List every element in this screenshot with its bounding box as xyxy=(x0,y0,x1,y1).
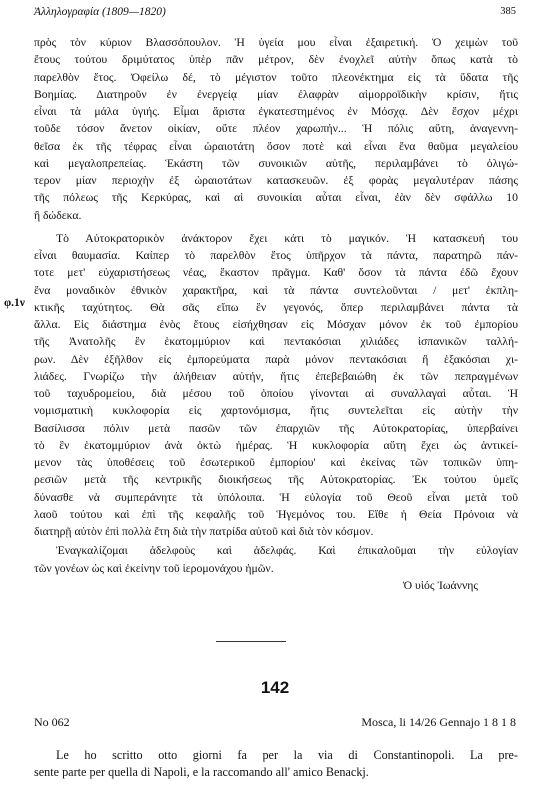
section-divider xyxy=(216,641,286,642)
running-title: Ἀλληλογραφία (1809—1820) xyxy=(34,6,166,18)
text-line: τῆς πόλεως τῆς Κερκύρας, καὶ αἱ συνοικίαι αὗται εἶναι, ἐὰν δὲν σφάλλω 10 xyxy=(34,191,518,205)
text-line: μενον τὰς ὑποθέσεις τοῦ ἐσωτερικοῦ ἐμπορίου' καὶ ἐκείνας τῶν τοπικῶν ὑπη- xyxy=(34,456,518,469)
text-line: λιάδες. Γνωρίζω τὴν ἀλήθειαν αὐτήν, ἥτις ἐπεβεβαιώθη ἐκ τῶν πεπραγμένων xyxy=(34,369,518,383)
text-line: νομισματικὴ κυκλοφορία εἰς χαρτονόμισμα, ἥτις συντελεῖται εἰς αὐτὴν τὴν xyxy=(34,404,518,418)
running-header xyxy=(34,6,516,24)
text-line: καὶ μεγαλοπρεπείας. Ἑκάστη τῶν συνοικιῶν αὐτῆς, περιλαμβάνει τὸ ὀλιγώ- xyxy=(34,156,518,170)
text-line: ρεσιῶν μετὰ τῆς κεντρικῆς διοικήσεως τῆς Αὐτοκρατορίας. Ἐκ τούτου ὑμεῖς xyxy=(34,473,518,487)
text-line: δύνασθε νὰ συμπεράνητε τὰ ὑπόλοιπα. Ἡ εὐλογία τοῦ Θεοῦ εἶναι μετὰ τοῦ xyxy=(34,490,518,504)
text-line: παρελθὸν ἔτος. Ὀφείλω δέ, τὸ μέγιστον τοῦτο πλεονέκτημα εἰς τὰ ὕδατα τῆς xyxy=(34,70,518,84)
text-line: Ἐναγκαλίζομαι ἀδελφοὺς καὶ ἀδελφάς. Καὶ ἐπικαλοῦμαι τὴν εὐλογίαν xyxy=(56,544,518,558)
text-line: τῶν γονέων ὡς καὶ ἐκείνην τοῦ ἱερομονάχου ἡμῶν. xyxy=(34,561,274,575)
text-line: Βασίλισσα πόλιν μετὰ πασῶν τῶν ἐπαρχιῶν τῆς Αὐτοκρατορίας, ὑπερβαίνει xyxy=(34,421,518,435)
paragraph-3 xyxy=(34,542,518,577)
text-line: ἄλλα. Εἰς διάστημα ἑνὸς ἔτους εἰσήχθησαν εἰς Μόσχαν μόνον ἐκ τοῦ ἐμπορίου xyxy=(34,318,518,331)
text-line: εἶναι θαυμασία. Καίπερ τὸ παρελθὸν ἔτος ὑπῆρχον τὰ πάντα, παρατηρῶ πάν- xyxy=(34,249,518,262)
text-line: ἔτους τούτου δριμύτατος ὑπὲρ πᾶν μέτρον, δὲν ἐνοχλεῖ αὐτὴν ὅπως κατὰ τὸ xyxy=(34,53,518,67)
text-line: ἕνα μοναδικὸν ἐθνικὸν χαρακτῆρα, καὶ τὰ πάντα συντελοῦνται / μετ' ἐκπλη- xyxy=(34,283,518,297)
page-number: 385 xyxy=(500,6,516,17)
letter-number: 142 xyxy=(260,678,290,697)
letter-body-greek xyxy=(34,34,518,594)
letter-heading xyxy=(34,715,516,733)
paragraph-1 xyxy=(34,34,518,224)
text-line: Βοημίας. Διατηροῦν ἐν ἐνεργείᾳ μίαν ἐλαφρὰν αἱμορροϊδικὴν κρίσιν, ἥτις xyxy=(34,87,518,101)
folio-margin-note: φ.1ν xyxy=(4,297,25,309)
text-line: ρων. Δὲν ἐξῆλθον εἰς ἐμπορεύματα παρὰ μόνον πεντακόσιαι ἢ ἑξακόσιαι χι- xyxy=(34,352,518,366)
text-line: θεῖσα ἐκ τῆς τέφρας εἶναι ὡραιοτάτη ὅσον ποτὲ καὶ εἶναι ἕνα θαῦμα μεγαλείου xyxy=(34,139,518,153)
text-line: τερον μίαν περιοχὴν ἐξ ὡραιοτάτων κατασκευῶν. ἐξ φορὰς μεγαλυτέραν πάσης xyxy=(34,174,518,187)
letter-reference: No 062 xyxy=(34,715,70,729)
text-line: ἢ δώδεκα. xyxy=(34,208,82,222)
text-line: εἶναι τὰ μάλα ὑγιής. Εἶμαι ἄριστα ἐγκατεστημένος ἐν Μόσχᾳ. Δὲν ἔσχον μέχρι xyxy=(34,105,518,118)
text-line: τοῦ ταχυδρομείου, διὰ μέσου τοῦ ὁποίου γίνονται αἱ συναλλαγαὶ αὗται. Ἡ xyxy=(34,387,518,400)
text-line: τῆς Ἀνατολῆς ἓν ἑκατομμύριον καὶ πεντακόσιαι χιλιάδες ἱσπανικῶν ταλλή- xyxy=(34,335,518,349)
text-line: Le ho scritto otto giorni fa per la via di Constantinopoli. La pre- xyxy=(56,748,518,762)
signature: Ὁ υἱός Ἰωάννης xyxy=(402,578,478,592)
text-line: Τὸ Αὐτοκρατορικὸν ἀνάκτορον ἔχει κάτι τὸ μαγικόν. Ἡ κατασκευή του xyxy=(56,231,518,245)
letter-date: Mosca, li 14/26 Gennajo 1 8 1 8 xyxy=(361,715,516,729)
text-line: τοτε μετ' εὐχαριστήσεως νέας, ἕκαστον πρᾶγμα. Καθ' ὅσον τὰ πάντα ἐδῶ ἔχουν xyxy=(34,266,518,280)
letter-body-italian xyxy=(34,746,518,781)
text-line: τὸ ἓν ἑκατομμύριον ἀνὰ ὀκτὼ ἡμέρας. Ἡ κυκλοφορία αὕτη ἔχει ὡς ἀντικεί- xyxy=(34,438,518,452)
text-line: πρὸς τὸν κύριον Βλασσόπουλον. Ἡ ὑγεία μου εἶναι ἐξαιρετική. Ὁ χειμὼν τοῦ xyxy=(34,36,518,49)
text-line: τοῦδε τόσον ἄνετον οἰκίαν, οὔτε πλέον χαρωπήν... Ἡ πόλις αὕτη, ἀναγεννη- xyxy=(34,122,518,136)
paragraph-2 xyxy=(34,230,518,541)
text-line: sente parte per quella di Napoli, e la raccomando all' amico Benackj. xyxy=(34,765,369,780)
text-line: λαοῦ τούτου καὶ ἐπὶ τῆς κεφαλῆς τοῦ Ἡγεμόνος του. Εἴθε ἡ Θεία Πρόνοια νὰ xyxy=(34,507,518,521)
text-line: κτικῆς ταχύτητος. Θὰ σᾶς εἴπω ἓν γεγονός, ὅπερ περιλαμβάνει πάντα τὰ xyxy=(34,300,518,314)
text-line: διατηρῇ αὐτὸν ἐπὶ πολλὰ ἔτη διὰ τὴν πατρίδα αὐτοῦ καὶ διὰ τὸν κόσμον. xyxy=(34,525,374,538)
